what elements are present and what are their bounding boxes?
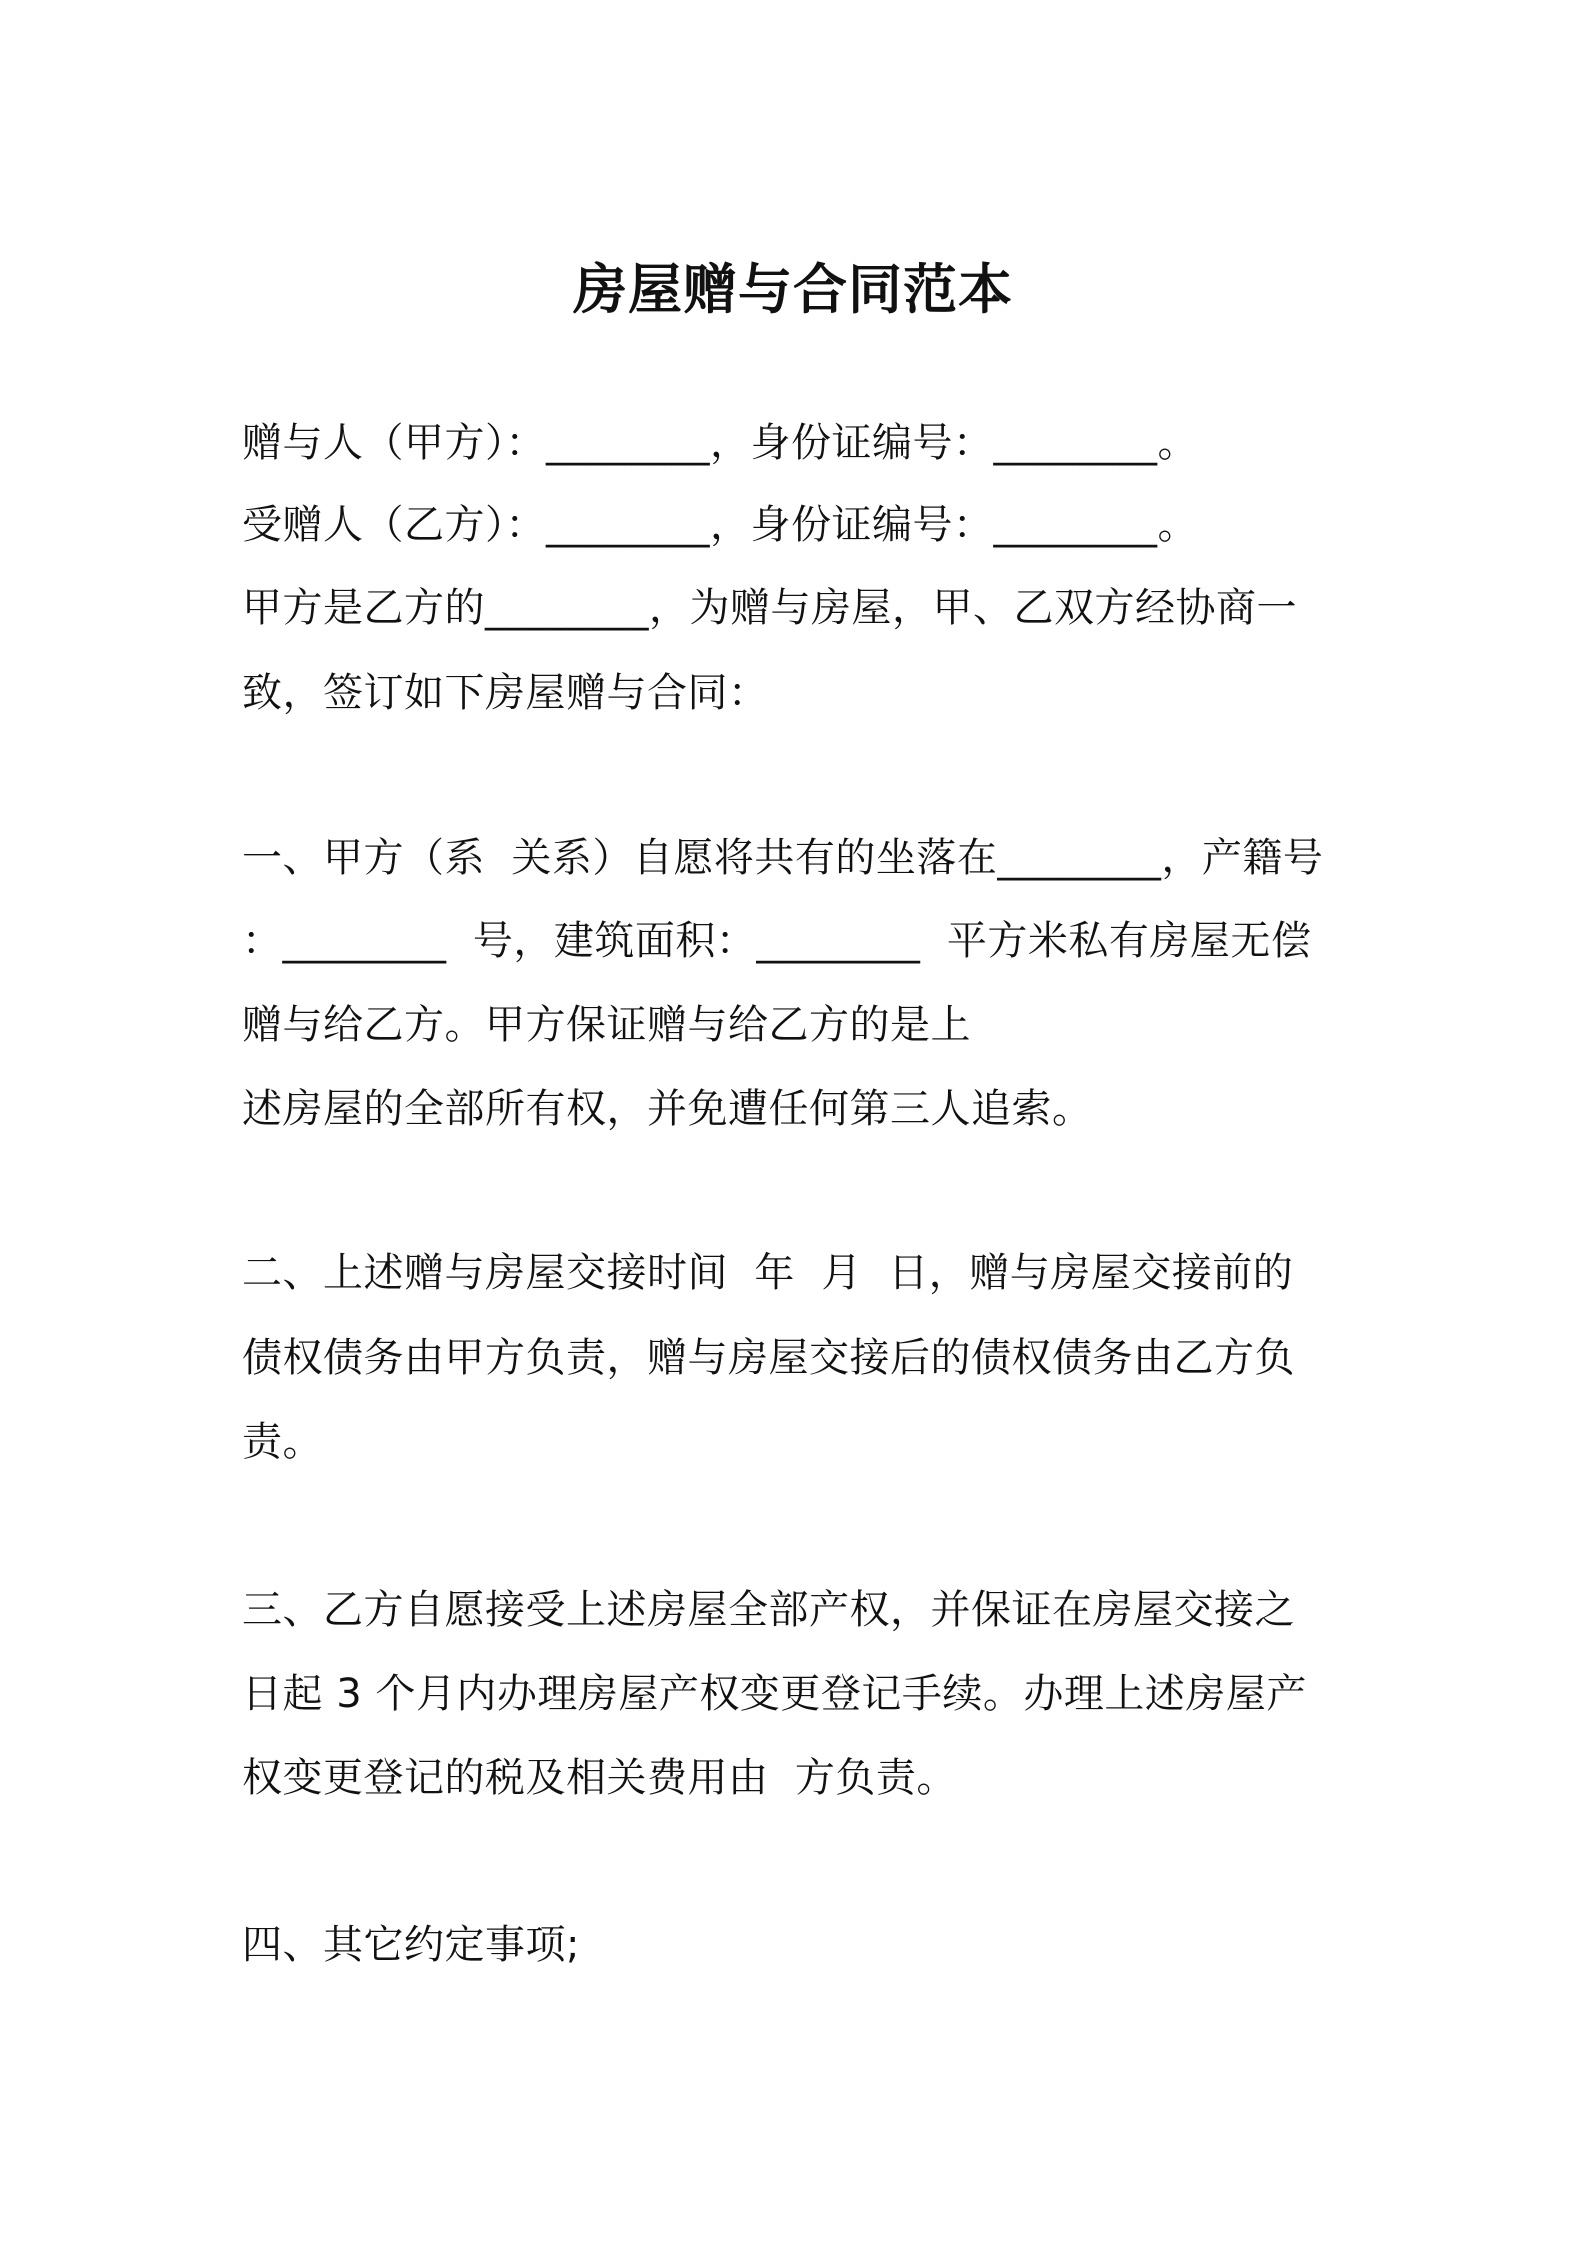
clause-1-line-2: ：________ 号，建筑面积：________ 平方米私有房屋无偿: [242, 918, 1312, 964]
clause-3-line-3: 权变更登记的税及相关费用由 方负责。: [242, 1755, 957, 1801]
clause-1-line-1: 一、甲方（系 关系）自愿将共有的坐落在________，产籍号: [242, 835, 1324, 881]
clause-3-line-1: 三、乙方自愿接受上述房屋全部产权，并保证在房屋交接之: [242, 1587, 1295, 1633]
recipient-line: 受赠人（乙方）：________，身份证编号：________。: [242, 502, 1198, 548]
intro-line-1: 甲方是乙方的________，为赠与房屋，甲、乙双方经协商一: [242, 585, 1297, 631]
document-title: 房屋赠与合同范本: [573, 258, 1013, 321]
clause-2-line-2: 债权债务由甲方负责，赠与房屋交接后的债权债务由乙方负: [242, 1335, 1295, 1381]
clause-2-line-3: 责。: [242, 1419, 323, 1465]
intro-line-2: 致，签订如下房屋赠与合同：: [242, 670, 769, 716]
clause-1-line-4: 述房屋的全部所有权，并免遭任何第三人追索。: [242, 1086, 1093, 1132]
donor-line: 赠与人（甲方）：________，身份证编号：________。: [242, 420, 1198, 466]
clause-4-line-1: 四、其它约定事项;: [242, 1922, 580, 1968]
clause-2-line-1: 二、上述赠与房屋交接时间 年 月 日，赠与房屋交接前的: [242, 1250, 1294, 1296]
clause-3-line-2: 日起 3 个月内办理房屋产权变更登记手续。办理上述房屋产: [242, 1671, 1307, 1717]
clause-1-line-3: 赠与给乙方。甲方保证赠与给乙方的是上: [242, 1002, 971, 1048]
